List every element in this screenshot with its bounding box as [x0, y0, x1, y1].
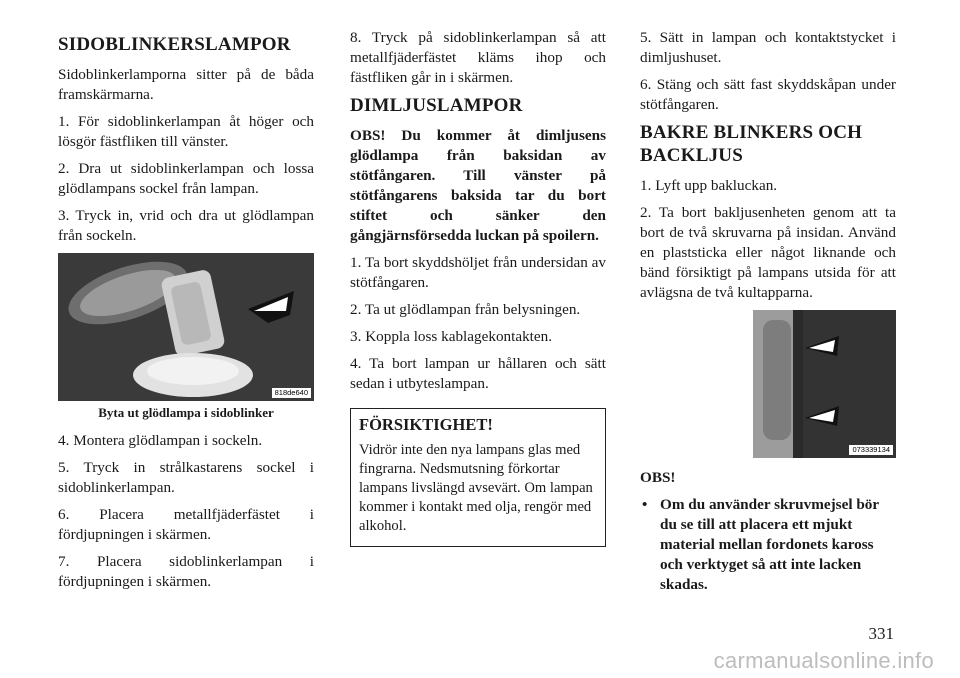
step-8: 8. Tryck på sidoblinkerlampan så att metallfjäderfästet kläms ihop och fästfliken går in i skärmen. [350, 29, 606, 86]
step-2: 2. Dra ut sidoblinkerlampan och lossa glödlampans sockel från lampan. [58, 159, 314, 197]
fog-step-4: 4. Ta bort lampan ur hållaren och sätt sedan i utbyteslampan. [350, 354, 606, 392]
figure-caption: Byta ut glödlampa i sidoblinker [98, 404, 274, 420]
step-1: 1. För sidoblinkerlampan åt höger och lösgör fästfliken till vänster. [58, 112, 314, 150]
step-6: 6. Placera metallfjäderfästet i fördjupningen i skärmen. [58, 505, 314, 543]
heading-side-marker-lamps: SIDOBLINKERSLAMPOR [58, 34, 291, 55]
fog-step-5: 5. Sätt in lampan och kontaktstycket i dimljushuset. [640, 29, 896, 66]
page-number: 331 [868, 624, 894, 643]
figure-code: 818de640 [272, 388, 311, 398]
column-right [640, 28, 896, 595]
fog-lamp-note: OBS! Du kommer åt dimljusens glödlampa från baksidan av stötfångaren. Till vänster på stötfångarens baksida tar du bort stiftet och sänker den gångjärnsförsedda luckan på spoilern. [350, 126, 606, 244]
rear-step-2: 2. Ta bort bakljusenheten genom att ta bort de två skruvarna på insidan. Använd en plaststicka eller något liknande och bänd försiktigt på lampans utsida för att avlägsna de två kultapparna. [640, 203, 896, 301]
column-left [58, 28, 314, 599]
tail-lamp-photo [753, 310, 896, 458]
watermark: carmanualsonline.info [713, 648, 934, 673]
caution-text: Vidrör inte den nya lampans glas med fingrarna. Nedsmutsning förkortar lampans livslängd avsevärt. Om lampan kommer i kontakt med olja, rengör med alkohol. [359, 441, 593, 534]
fog-step-3: 3. Koppla loss kablagekontakten. [350, 327, 553, 345]
step-3: 3. Tryck in, vrid och dra ut glödlampan från sockeln. [58, 206, 314, 244]
step-4: 4. Montera glödlampan i sockeln. [58, 431, 263, 449]
step-7: 7. Placera sidoblinkerlampan i fördjupningen i skärmen. [58, 552, 314, 590]
figure-code: 073339134 [849, 445, 893, 455]
side-marker-bulb-photo [58, 253, 314, 401]
obs-label: OBS! [640, 468, 676, 486]
column-middle [350, 28, 606, 547]
step-5: 5. Tryck in strålkastarens sockel i sidoblinkerlampan. [58, 458, 314, 496]
caution-box [350, 408, 606, 547]
fog-step-2: 2. Ta ut glödlampan från belysningen. [350, 300, 581, 318]
heading-rear-signals: BAKRE BLINKERS OCH BACKLJUS [640, 122, 863, 166]
bullet-icon: • [642, 495, 648, 513]
rear-step-1: 1. Lyft upp bakluckan. [640, 176, 778, 194]
bulb-illustration [58, 253, 314, 401]
bullet-item [640, 495, 896, 595]
heading-fog-lamps: DIMLJUSLAMPOR [350, 95, 523, 116]
bullet-text: Om du använder skruvmejsel bör du se till att placera ett mjukt material mellan fordonets kaross och verktyget så att inte lacken skadas. [660, 495, 879, 593]
paragraph: Sidoblinkerlamporna sitter på de båda framskärmarna. [58, 65, 314, 103]
tail-lamp-illustration [753, 310, 896, 458]
fog-step-6: 6. Stäng och sätt fast skyddskåpan under stötfångaren. [640, 76, 896, 113]
caution-title: FÖRSIKTIGHET! [359, 414, 493, 434]
fog-step-1: 1. Ta bort skyddshöljet från undersidan av stötfångaren. [350, 253, 606, 291]
